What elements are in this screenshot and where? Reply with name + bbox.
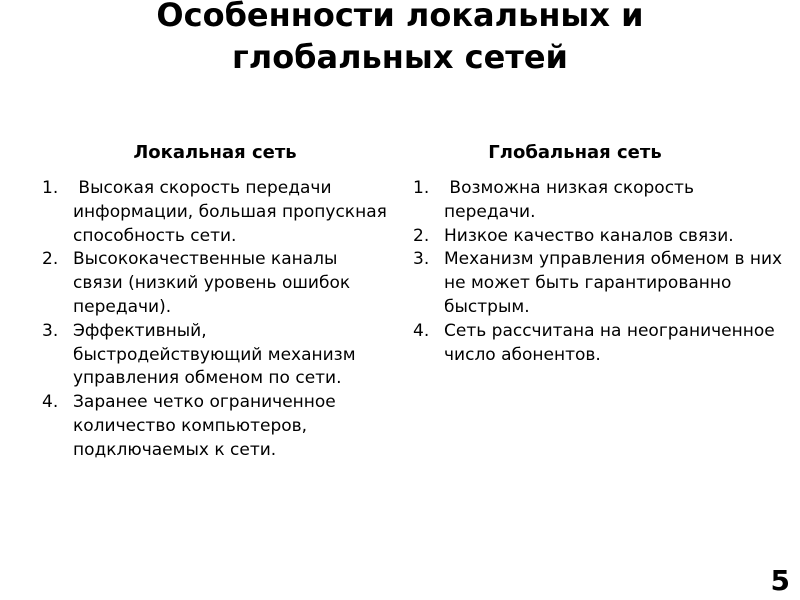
global-network-list — [413, 177, 788, 367]
list-item-number: 2. — [413, 225, 430, 246]
global-network-heading: Глобальная сеть — [488, 142, 662, 163]
list-item-text: Заранее четко ограниченное количество компьютеров, подключаемых к сети. — [73, 392, 342, 460]
slide-title-line-2: глобальных сетей — [232, 38, 568, 76]
list-item-number: 4. — [42, 392, 59, 413]
list-item-text: Эффективный, быстродействующий механизм управления обменом по сети. — [73, 320, 361, 389]
list-item-text: Механизм управления обменом в них не может быть гарантированно быстрым. — [444, 249, 788, 317]
list-item-text: Высококачественные каналы связи (низкий уровень ошибок передачи). — [73, 249, 356, 317]
global-list-item — [413, 320, 783, 368]
list-item-number: 3. — [413, 249, 430, 270]
local-list-item — [42, 248, 392, 319]
list-item-number: 1. — [42, 178, 59, 198]
local-list-item — [42, 177, 392, 248]
slide-title — [60, 0, 740, 78]
list-item-text: Сеть рассчитана на неограниченное число абонентов. — [444, 320, 781, 365]
list-item-number: 4. — [413, 320, 430, 341]
list-item-text: Высокая скорость передачи информации, большая пропускная способность сети. — [73, 178, 393, 246]
slide-title-line-1: Особенности локальных и — [156, 0, 644, 34]
local-network-heading: Локальная сеть — [133, 142, 297, 163]
local-list-item — [42, 320, 392, 391]
local-network-list — [42, 177, 392, 463]
list-item-number: 1. — [413, 178, 430, 198]
list-item-number: 3. — [42, 320, 59, 341]
list-item-text: Низкое качество каналов связи. — [444, 225, 734, 246]
global-list-item — [413, 225, 783, 249]
global-list-item — [413, 248, 788, 319]
list-item-number: 2. — [42, 249, 59, 270]
global-list-item — [413, 177, 783, 225]
local-list-item — [42, 391, 392, 462]
page-number: 5 — [770, 564, 790, 597]
list-item-text: Возможна низкая скорость передачи. — [444, 178, 700, 222]
